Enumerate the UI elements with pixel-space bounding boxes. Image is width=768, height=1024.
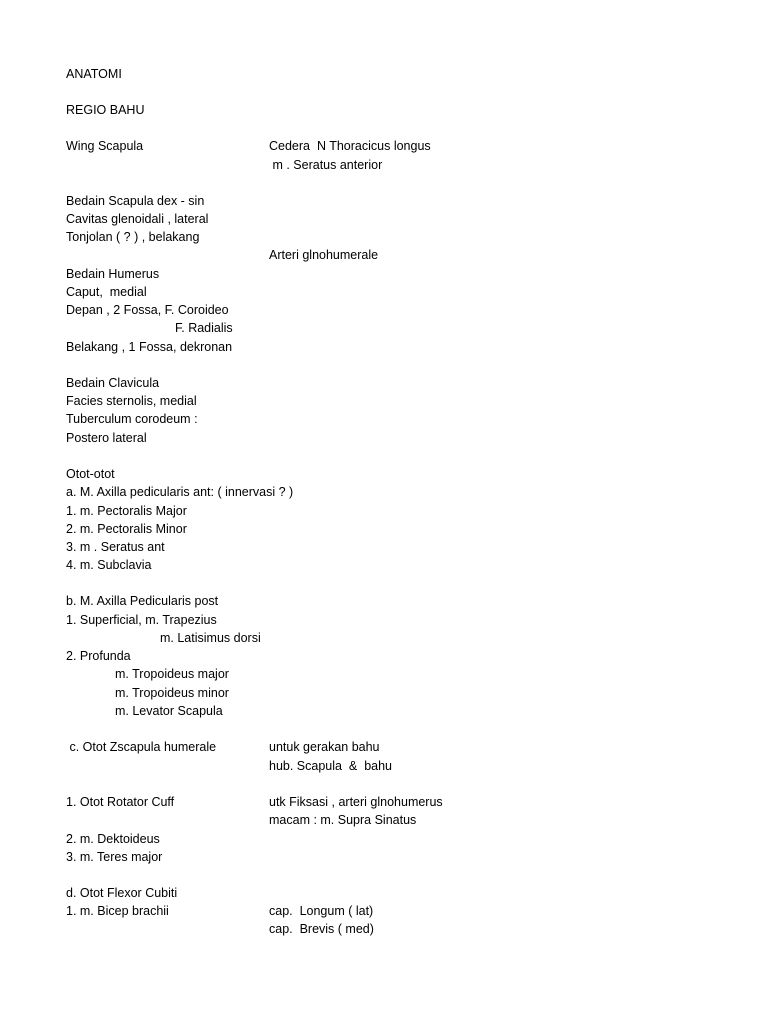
text-line: Bedain Clavicula (66, 376, 160, 390)
list-item: 4. m. Subclavia (66, 558, 152, 572)
text-line: Facies sternolis, medial (66, 394, 197, 408)
text-line: m . Seratus anterior (269, 158, 383, 172)
text-line: utk Fiksasi , arteri glnohumerus (269, 795, 443, 809)
section-heading: REGIO BAHU (66, 103, 145, 117)
list-item: 2. Profunda (66, 649, 131, 663)
list-item: 1. Otot Rotator Cuff (66, 795, 175, 809)
list-item: m. Tropoideus major (115, 667, 229, 681)
text-line: Bedain Humerus (66, 267, 160, 281)
text-line: Otot-otot (66, 467, 115, 481)
text-line: macam : m. Supra Sinatus (269, 813, 417, 827)
text-line: Depan , 2 Fossa, F. Coroideo (66, 303, 229, 317)
list-item: 1. m. Pectoralis Major (66, 504, 187, 518)
text-line: cap. Brevis ( med) (269, 922, 374, 936)
text-line: c. Otot Zscapula humerale (66, 740, 217, 754)
list-item: m. Latisimus dorsi (160, 631, 261, 645)
text-line: Cedera N Thoracicus longus (269, 139, 431, 153)
text-line: d. Otot Flexor Cubiti (66, 886, 178, 900)
list-item: 3. m . Seratus ant (66, 540, 165, 554)
list-item: 1. Superficial, m. Trapezius (66, 613, 217, 627)
text-line: b. M. Axilla Pedicularis post (66, 594, 219, 608)
text-line: untuk gerakan bahu (269, 740, 380, 754)
list-item: m. Tropoideus minor (115, 686, 229, 700)
list-item: 3. m. Teres major (66, 850, 163, 864)
text-line: Tonjolan ( ? ) , belakang (66, 230, 200, 244)
text-line: Tuberculum corodeum : (66, 412, 198, 426)
text-line: hub. Scapula & bahu (269, 759, 393, 773)
list-item: 2. m. Dektoideus (66, 832, 160, 846)
document-title: ANATOMI (66, 67, 122, 81)
text-line: Belakang , 1 Fossa, dekronan (66, 340, 233, 354)
text-line: F. Radialis (175, 321, 233, 335)
text-line: Postero lateral (66, 431, 147, 445)
text-line: Cavitas glenoidali , lateral (66, 212, 209, 226)
text-line: a. M. Axilla pedicularis ant: ( innervasi ? ) (66, 485, 294, 499)
text-line: cap. Longum ( lat) (269, 904, 374, 918)
list-item: m. Levator Scapula (115, 704, 223, 718)
text-line: Arteri glnohumerale (269, 248, 379, 262)
list-item: 2. m. Pectoralis Minor (66, 522, 187, 536)
list-item: 1. m. Bicep brachii (66, 904, 169, 918)
text-line: Caput, medial (66, 285, 147, 299)
text-line: Wing Scapula (66, 139, 144, 153)
text-line: Bedain Scapula dex - sin (66, 194, 205, 208)
